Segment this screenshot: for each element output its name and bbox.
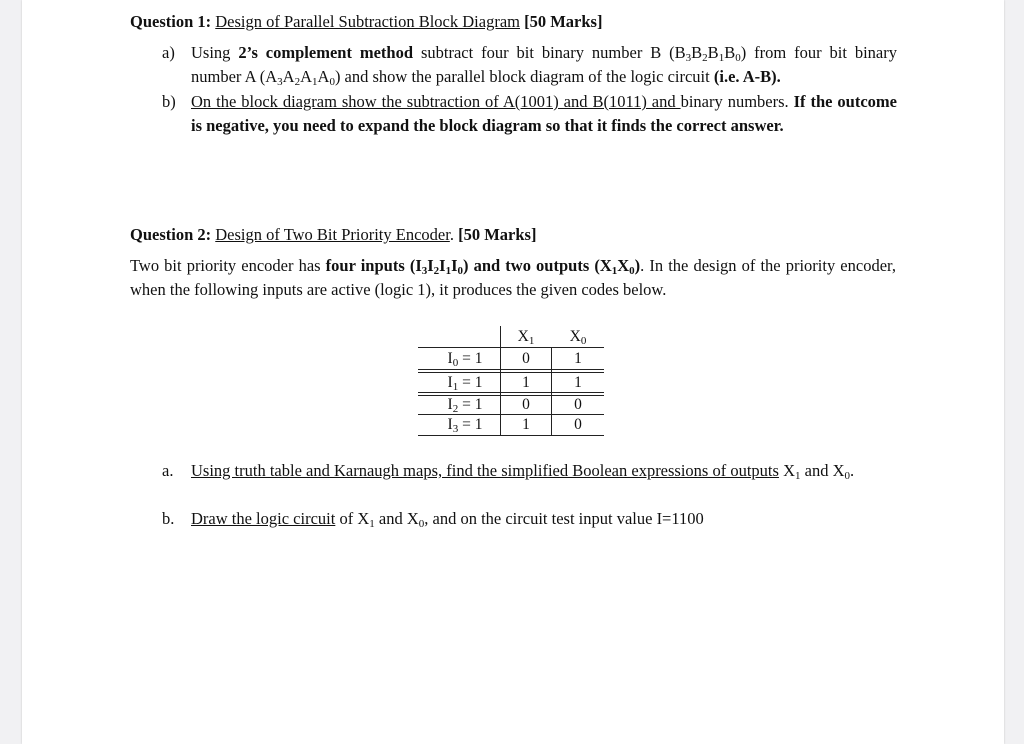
table-divider <box>500 326 501 436</box>
document-page <box>22 0 1004 744</box>
emphasis-text: and two outputs (X <box>473 256 612 275</box>
part-a-text: Using truth table and Karnaugh maps, find the simplified Boolean expressions of outputs $X_1$ and $X_0$. <box>191 461 855 482</box>
question-2-marks: [50 Marks] <box>458 225 537 244</box>
row-x1-value: 1 <box>522 374 530 391</box>
text-run: . In the design of the priority encoder, when the following inputs are active (logic 1), it produces the given codes below. <box>130 256 896 299</box>
text-run: . <box>850 461 855 480</box>
row-x1-value: 0 <box>522 396 530 413</box>
question-1-label: Question 1: <box>130 12 212 31</box>
emphasis-text: (i.e. A-B). <box>713 67 781 86</box>
header-x0: $X_0$ <box>569 328 587 347</box>
question-2-heading <box>130 223 536 247</box>
text-run: ) and show the parallel block diagram of the logic circuit <box>334 67 714 86</box>
emphasis-text: ) <box>463 256 469 275</box>
underlined-text: Draw the logic circuit <box>191 509 336 528</box>
row-x0-value: 0 <box>574 416 582 433</box>
question-1-title: Design of Parallel Subtraction Block Diagram <box>215 12 520 31</box>
text-run: and X <box>374 509 419 528</box>
row-input-i2: $I_2 = 1$ <box>447 396 483 415</box>
emphasis-text: 2’s complement method <box>238 43 414 62</box>
encoder-code-table <box>418 326 708 438</box>
question-1-heading <box>130 10 602 34</box>
table-rule <box>418 435 604 436</box>
text-run: X <box>778 461 795 480</box>
text-run: binary numbers. <box>680 92 794 111</box>
text-run: . <box>449 225 454 244</box>
row-input-i0: $I_0 = 1$ <box>447 350 483 369</box>
text-run: of X <box>335 509 370 528</box>
row-x1-value: 0 <box>522 350 530 367</box>
row-x0-value: 0 <box>574 396 582 413</box>
table-rule <box>418 369 604 370</box>
question-2-title: Design of Two Bit Priority Encoder <box>215 225 450 244</box>
emphasis-text: If the outcome is negative, you need to expand the block diagram so that it finds the correct answer. <box>191 92 897 135</box>
part-a-letter: a) <box>162 43 175 62</box>
part-b-letter: b. <box>162 509 175 528</box>
text-run: subtract four bit binary number B (B <box>413 43 686 62</box>
question-2-intro: Two bit priority encoder has four inputs $(I_3I_2I_1I_0)$ and two outputs $(X_1X_0)$. In the design of the priority encoder, when the following inputs are active (logic 1), it produces the given codes below. <box>130 256 896 299</box>
row-input-i1: $I_1 = 1$ <box>447 374 483 393</box>
part-a-text: Using 2’s complement method subtract four bit binary number B $(B_3B_2B_1B_0)$ from four bit binary number A $(A_3A_2A_1A_0)$ and show the parallel block diagram of the logic circuit (i.e. A-B). <box>191 43 897 88</box>
header-x1: $X_1$ <box>517 328 535 347</box>
row-x0-value: 1 <box>574 350 582 367</box>
question-1-marks: [50 Marks] <box>524 12 603 31</box>
emphasis-text: four inputs (I <box>325 256 422 275</box>
text-run: and X <box>800 461 845 480</box>
row-input-i3: $I_3 = 1$ <box>447 416 483 435</box>
part-b-text <box>191 90 897 138</box>
part-b-letter: b) <box>162 92 176 111</box>
underlined-text: On the block diagram show the subtraction of A(1001) and B(1011) and <box>191 92 681 111</box>
row-x1-value: 1 <box>522 416 530 433</box>
question-2-label: Question 2: <box>130 225 212 244</box>
text-run: , and on the circuit test input value I=1100 <box>424 509 704 528</box>
table-rule <box>418 347 604 348</box>
row-x0-value: 1 <box>574 374 582 391</box>
text-run: Using <box>191 43 239 62</box>
part-b-text: Draw the logic circuit of $X_1$ and $X_0$, and on the circuit test input value I=1100 <box>191 509 704 530</box>
underlined-text: Using truth table and Karnaugh maps, find the simplified Boolean expressions of outputs <box>191 461 779 480</box>
text-run: ) from four bit binary number A (A <box>191 43 897 86</box>
emphasis-text: ) <box>634 256 641 275</box>
text-run: Two bit priority encoder has <box>130 256 326 275</box>
part-a-letter: a. <box>162 461 174 480</box>
